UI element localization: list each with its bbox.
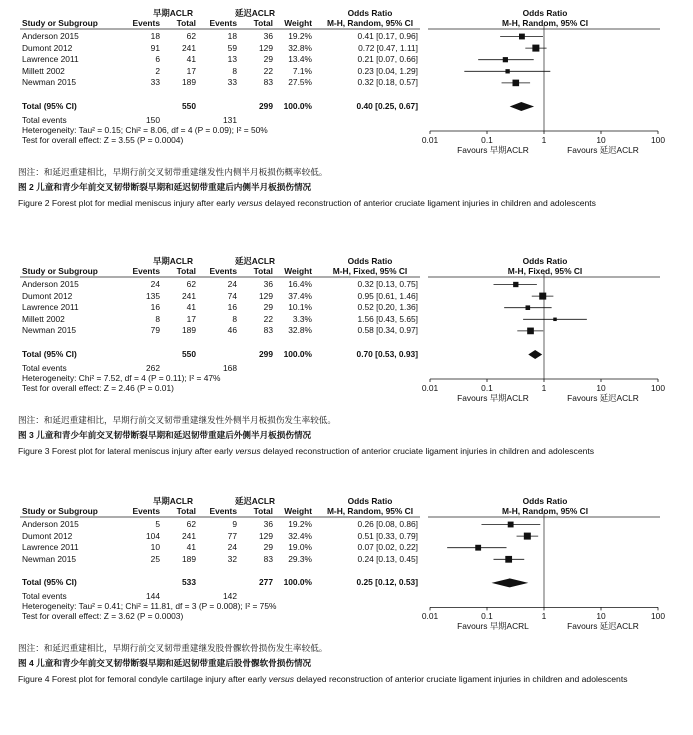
events-delayed: 13 bbox=[227, 54, 237, 65]
overall-effect-test: Test for overall effect: Z = 2.46 (P = 0.01) bbox=[22, 383, 174, 393]
events-delayed: 33 bbox=[227, 77, 237, 88]
total-weight: 100.0% bbox=[283, 101, 312, 111]
total-events-label: Total events bbox=[22, 591, 67, 602]
odds-ratio-ci: 0.26 [0.08, 0.86] bbox=[357, 519, 418, 529]
figure-caption bbox=[18, 641, 678, 686]
column-header-events-early: Events bbox=[132, 266, 160, 276]
events-delayed: 24 bbox=[227, 279, 237, 289]
study-effect-square bbox=[513, 282, 518, 287]
total-early: 41 bbox=[186, 542, 196, 553]
events-delayed: 18 bbox=[227, 31, 237, 41]
total-early: 62 bbox=[186, 279, 196, 289]
total-early: 189 bbox=[182, 553, 196, 564]
total-delayed-n: 299 bbox=[259, 101, 273, 111]
events-early: 91 bbox=[150, 42, 160, 53]
study-weight: 29.3% bbox=[288, 553, 312, 564]
total-label: Total (95% CI) bbox=[22, 101, 77, 111]
forest-plot-figure-2 bbox=[0, 8, 693, 253]
total-delayed: 129 bbox=[259, 42, 273, 53]
odds-ratio-ci: 0.21 [0.07, 0.66] bbox=[357, 54, 418, 65]
column-header-events-delayed: Events bbox=[209, 506, 237, 516]
total-events-label: Total events bbox=[22, 363, 67, 373]
caption-english bbox=[18, 445, 678, 458]
total-early: 41 bbox=[186, 54, 196, 65]
column-header-total-delayed: Total bbox=[253, 266, 273, 276]
study-weight: 16.4% bbox=[288, 279, 312, 289]
column-header-method: M-H, Random, 95% CI bbox=[326, 506, 414, 516]
total-early: 62 bbox=[186, 31, 196, 41]
total-early-n: 550 bbox=[182, 349, 196, 359]
total-early: 241 bbox=[182, 530, 196, 541]
x-axis-tick-label: 1 bbox=[541, 611, 547, 622]
column-header-study: Study or Subgroup bbox=[22, 506, 98, 516]
favours-left-label: Favours 早期ACLR bbox=[457, 145, 529, 155]
study-effect-square bbox=[519, 34, 525, 40]
column-header-odds-ratio: Odds Ratio bbox=[347, 256, 393, 266]
events-delayed: 77 bbox=[227, 530, 237, 541]
study-name: Dumont 2012 bbox=[22, 530, 73, 541]
total-delayed-n: 299 bbox=[259, 349, 273, 359]
x-axis-tick-label: 0.01 bbox=[421, 135, 439, 145]
x-axis-tick-label: 100 bbox=[651, 383, 665, 393]
caption-text: delayed reconstruction of anterior cruciate ligament injuries in children and adolescents bbox=[262, 198, 596, 208]
column-header-weight: Weight bbox=[284, 506, 312, 516]
caption-text: delayed reconstruction of anterior cruciate ligament injuries in children and adolescents bbox=[260, 446, 595, 456]
total-delayed: 129 bbox=[259, 290, 273, 301]
events-delayed: 46 bbox=[227, 325, 237, 336]
total-early-n: 550 bbox=[182, 101, 196, 111]
total-events-delayed: 131 bbox=[223, 115, 237, 125]
pooled-diamond bbox=[492, 578, 529, 587]
total-events-early: 262 bbox=[146, 363, 160, 373]
total-early: 17 bbox=[186, 65, 196, 76]
caption-chinese: 图 3 儿童和青少年前交叉韧带断裂早期和延迟韧带重建后外侧半月板损伤情况 bbox=[18, 430, 312, 440]
study-weight: 13.4% bbox=[288, 54, 312, 65]
study-weight: 3.3% bbox=[292, 313, 312, 324]
favours-right-label: Favours 延迟ACLR bbox=[567, 621, 639, 632]
odds-ratio-ci: 0.58 [0.34, 0.97] bbox=[357, 325, 418, 336]
total-delayed: 36 bbox=[263, 279, 273, 289]
x-axis-tick-label: 10 bbox=[596, 611, 606, 622]
x-axis-tick-label: 0.1 bbox=[481, 135, 493, 145]
column-header-total-early: Total bbox=[176, 18, 196, 28]
column-header-total-early: Total bbox=[176, 266, 196, 276]
total-early: 41 bbox=[186, 302, 196, 313]
column-header-odds-ratio: Odds Ratio bbox=[347, 8, 393, 18]
study-weight: 27.5% bbox=[288, 77, 312, 88]
events-early: 24 bbox=[150, 279, 160, 289]
caption-text: Forest plot for femoral condyle cartilage injury after early bbox=[49, 674, 269, 685]
total-early: 241 bbox=[182, 290, 196, 301]
study-name: Anderson 2015 bbox=[22, 519, 79, 529]
x-axis-tick-label: 100 bbox=[651, 611, 665, 622]
study-name: Lawrence 2011 bbox=[22, 302, 79, 313]
study-name: Millett 2002 bbox=[22, 65, 65, 76]
total-events-early: 150 bbox=[146, 115, 160, 125]
pooled-odds-ratio-ci: 0.25 [0.12, 0.53] bbox=[356, 577, 418, 588]
total-delayed: 29 bbox=[263, 542, 273, 553]
study-name: Newman 2015 bbox=[22, 325, 77, 336]
total-delayed: 36 bbox=[263, 519, 273, 529]
study-effect-square bbox=[505, 69, 509, 73]
caption-italic-text: versus bbox=[268, 674, 295, 685]
study-name: Anderson 2015 bbox=[22, 279, 79, 289]
plot-header-method: M-H, Fixed, 95% CI bbox=[507, 266, 583, 276]
column-header-events-early: Events bbox=[132, 506, 160, 516]
study-name: Lawrence 2011 bbox=[22, 542, 79, 553]
heterogeneity-stats: Heterogeneity: Chi² = 7.52, df = 4 (P = 0.11); I² = 47% bbox=[22, 373, 221, 383]
total-events-delayed: 142 bbox=[223, 591, 237, 602]
group-label-early: 早期ACLR bbox=[152, 8, 193, 18]
events-delayed: 8 bbox=[232, 313, 237, 324]
odds-ratio-ci: 0.23 [0.04, 1.29] bbox=[357, 65, 418, 76]
figure-note: 图注：和延迟重建相比，早期行前交叉韧带重建继发性外侧半月板损伤发生率较低。 bbox=[18, 415, 336, 425]
study-weight: 32.8% bbox=[288, 42, 312, 53]
total-weight: 100.0% bbox=[283, 577, 312, 588]
events-early: 18 bbox=[150, 31, 160, 41]
total-early: 189 bbox=[182, 77, 196, 88]
total-delayed: 129 bbox=[259, 530, 273, 541]
events-delayed: 9 bbox=[232, 519, 237, 529]
group-label-early: 早期ACLR bbox=[152, 496, 193, 506]
events-early: 6 bbox=[155, 54, 160, 65]
caption-chinese: 图 2 儿童和青少年前交叉韧带断裂早期和延迟韧带重建后内侧半月板损伤情况 bbox=[18, 182, 312, 192]
study-name: Dumont 2012 bbox=[22, 290, 73, 301]
study-name: Lawrence 2011 bbox=[22, 54, 79, 65]
column-header-events-early: Events bbox=[132, 18, 160, 28]
favours-left-label: Favours 早期ACLR bbox=[457, 393, 529, 403]
group-label-early: 早期ACLR bbox=[152, 256, 193, 266]
study-effect-square bbox=[539, 293, 546, 300]
column-header-method: M-H, Random, 95% CI bbox=[326, 18, 414, 28]
study-effect-square bbox=[524, 533, 531, 540]
study-effect-square bbox=[505, 556, 512, 563]
caption-english bbox=[18, 673, 678, 686]
total-early: 241 bbox=[182, 42, 196, 53]
total-weight: 100.0% bbox=[283, 349, 312, 359]
total-early: 62 bbox=[186, 519, 196, 529]
x-axis-tick-label: 1 bbox=[541, 135, 547, 145]
column-header-odds-ratio: Odds Ratio bbox=[347, 496, 393, 506]
study-name: Newman 2015 bbox=[22, 77, 77, 88]
study-effect-square bbox=[503, 57, 508, 62]
total-events-delayed: 168 bbox=[223, 363, 237, 373]
figure-caption bbox=[18, 413, 678, 458]
odds-ratio-ci: 0.24 [0.13, 0.45] bbox=[357, 553, 418, 564]
events-early: 10 bbox=[150, 542, 160, 553]
group-label-delayed: 延迟ACLR bbox=[234, 8, 275, 18]
events-delayed: 16 bbox=[227, 302, 237, 313]
study-weight: 32.8% bbox=[288, 325, 312, 336]
total-delayed: 83 bbox=[263, 325, 273, 336]
column-header-events-delayed: Events bbox=[209, 18, 237, 28]
favours-left-label: Favours 早期ACRL bbox=[457, 621, 529, 632]
study-weight: 32.4% bbox=[288, 530, 312, 541]
study-weight: 10.1% bbox=[288, 302, 312, 313]
overall-effect-test: Test for overall effect: Z = 3.62 (P = 0.0003) bbox=[22, 611, 184, 622]
plot-header-odds-ratio: Odds Ratio bbox=[522, 8, 568, 18]
plot-header-method: M-H, Random, 95% CI bbox=[501, 506, 589, 516]
events-early: 79 bbox=[150, 325, 160, 336]
total-delayed: 83 bbox=[263, 553, 273, 564]
plot-header-odds-ratio: Odds Ratio bbox=[522, 256, 568, 266]
odds-ratio-ci: 0.72 [0.47, 1.11] bbox=[358, 42, 418, 53]
forest-plot-figure-3 bbox=[0, 256, 693, 496]
events-early: 2 bbox=[155, 65, 160, 76]
total-events-early: 144 bbox=[146, 591, 160, 602]
x-axis-tick-label: 10 bbox=[596, 135, 606, 145]
column-header-study: Study or Subgroup bbox=[22, 18, 98, 28]
x-axis-tick-label: 100 bbox=[651, 135, 665, 145]
odds-ratio-ci: 0.32 [0.18, 0.57] bbox=[357, 77, 418, 88]
x-axis-tick-label: 0.01 bbox=[421, 611, 439, 622]
figure-note: 图注：和延迟重建相比，早期行前交叉韧带重建继发性内侧半月板损伤概率较低。 bbox=[18, 167, 328, 177]
x-axis-tick-label: 0.1 bbox=[481, 383, 493, 393]
study-name: Anderson 2015 bbox=[22, 31, 79, 41]
caption-italic-text: versus bbox=[237, 198, 263, 208]
total-delayed: 22 bbox=[263, 65, 273, 76]
events-delayed: 59 bbox=[227, 42, 237, 53]
caption-figure-label: Figure 2 bbox=[18, 198, 50, 208]
column-header-method: M-H, Fixed, 95% CI bbox=[332, 266, 408, 276]
caption-italic-text: versus bbox=[235, 446, 261, 456]
column-header-weight: Weight bbox=[284, 266, 312, 276]
events-delayed: 8 bbox=[232, 65, 237, 76]
odds-ratio-ci: 1.56 [0.43, 5.65] bbox=[357, 313, 418, 324]
total-delayed: 83 bbox=[263, 77, 273, 88]
caption-figure-label: Figure 3 bbox=[18, 446, 50, 456]
study-effect-square bbox=[527, 328, 534, 335]
favours-right-label: Favours 延迟ACLR bbox=[567, 393, 639, 403]
caption-chinese: 图 4 儿童和青少年前交叉韧带断裂早期和延迟韧带重建后股骨髁软骨损伤情况 bbox=[18, 658, 312, 669]
forest-plot-figure-4 bbox=[0, 496, 693, 735]
study-weight: 19.2% bbox=[288, 31, 312, 41]
study-name: Newman 2015 bbox=[22, 553, 77, 564]
events-delayed: 74 bbox=[227, 290, 237, 301]
events-early: 5 bbox=[155, 519, 160, 529]
total-early-n: 533 bbox=[182, 577, 196, 588]
events-delayed: 24 bbox=[227, 542, 237, 553]
figure-note: 图注：和延迟重建相比，早期行前交叉韧带重建继发股骨髁软骨损伤发生率较低。 bbox=[18, 643, 328, 654]
total-early: 17 bbox=[186, 313, 196, 324]
study-weight: 19.0% bbox=[288, 542, 312, 553]
events-early: 104 bbox=[146, 530, 160, 541]
plot-header-odds-ratio: Odds Ratio bbox=[522, 496, 568, 506]
heterogeneity-stats: Heterogeneity: Tau² = 0.15; Chi² = 8.06, df = 4 (P = 0.09); I² = 50% bbox=[22, 125, 268, 135]
plot-header-method: M-H, Random, 95% CI bbox=[501, 18, 589, 28]
column-header-total-early: Total bbox=[176, 506, 196, 516]
total-delayed: 29 bbox=[263, 302, 273, 313]
x-axis-tick-label: 0.1 bbox=[481, 611, 493, 622]
total-delayed-n: 277 bbox=[259, 577, 273, 588]
column-header-weight: Weight bbox=[284, 18, 312, 28]
group-label-delayed: 延迟ACLR bbox=[234, 256, 275, 266]
pooled-odds-ratio-ci: 0.70 [0.53, 0.93] bbox=[356, 349, 418, 359]
pooled-diamond bbox=[528, 350, 542, 359]
study-weight: 7.1% bbox=[292, 65, 312, 76]
overall-effect-test: Test for overall effect: Z = 3.55 (P = 0.0004) bbox=[22, 135, 184, 145]
study-name: Millett 2002 bbox=[22, 313, 65, 324]
study-effect-square bbox=[526, 305, 531, 310]
caption-english bbox=[18, 197, 678, 210]
odds-ratio-ci: 0.52 [0.20, 1.36] bbox=[357, 302, 418, 313]
favours-right-label: Favours 延迟ACLR bbox=[567, 145, 639, 155]
column-header-total-delayed: Total bbox=[253, 506, 273, 516]
study-weight: 19.2% bbox=[288, 519, 312, 529]
total-label: Total (95% CI) bbox=[22, 577, 77, 588]
odds-ratio-ci: 0.41 [0.17, 0.96] bbox=[357, 31, 418, 41]
heterogeneity-stats: Heterogeneity: Tau² = 0.41; Chi² = 11.81, df = 3 (P = 0.008); I² = 75% bbox=[22, 601, 277, 612]
odds-ratio-ci: 0.51 [0.33, 0.79] bbox=[357, 530, 418, 541]
odds-ratio-ci: 0.95 [0.61, 1.46] bbox=[357, 290, 418, 301]
events-early: 8 bbox=[155, 313, 160, 324]
study-effect-square bbox=[513, 80, 520, 87]
odds-ratio-ci: 0.07 [0.02, 0.22] bbox=[357, 542, 418, 553]
caption-text: Forest plot for lateral meniscus injury after early bbox=[49, 446, 236, 456]
events-early: 25 bbox=[150, 553, 160, 564]
x-axis-tick-label: 0.01 bbox=[421, 383, 439, 393]
figure-caption bbox=[18, 165, 678, 210]
column-header-events-delayed: Events bbox=[209, 266, 237, 276]
total-delayed: 22 bbox=[263, 313, 273, 324]
study-name: Dumont 2012 bbox=[22, 42, 73, 53]
total-label: Total (95% CI) bbox=[22, 349, 77, 359]
events-delayed: 32 bbox=[227, 553, 237, 564]
pooled-diamond bbox=[510, 102, 534, 111]
caption-figure-label: Figure 4 bbox=[18, 674, 50, 685]
pooled-odds-ratio-ci: 0.40 [0.25, 0.67] bbox=[356, 101, 418, 111]
study-weight: 37.4% bbox=[288, 290, 312, 301]
events-early: 16 bbox=[150, 302, 160, 313]
column-header-total-delayed: Total bbox=[253, 18, 273, 28]
events-early: 33 bbox=[150, 77, 160, 88]
odds-ratio-ci: 0.32 [0.13, 0.75] bbox=[357, 279, 418, 289]
x-axis-tick-label: 1 bbox=[541, 383, 547, 393]
column-header-study: Study or Subgroup bbox=[22, 266, 98, 276]
total-early: 189 bbox=[182, 325, 196, 336]
total-delayed: 29 bbox=[263, 54, 273, 65]
study-effect-square bbox=[532, 45, 539, 52]
total-events-label: Total events bbox=[22, 115, 67, 125]
events-early: 135 bbox=[146, 290, 160, 301]
study-effect-square bbox=[553, 318, 556, 321]
study-effect-square bbox=[508, 522, 514, 528]
caption-text: delayed reconstruction of anterior cruciate ligament injuries in children and adolescents bbox=[294, 674, 628, 685]
x-axis-tick-label: 10 bbox=[596, 383, 606, 393]
caption-text: Forest plot for medial meniscus injury after early bbox=[49, 198, 238, 208]
study-effect-square bbox=[475, 545, 481, 551]
group-label-delayed: 延迟ACLR bbox=[234, 496, 275, 506]
total-delayed: 36 bbox=[263, 31, 273, 41]
